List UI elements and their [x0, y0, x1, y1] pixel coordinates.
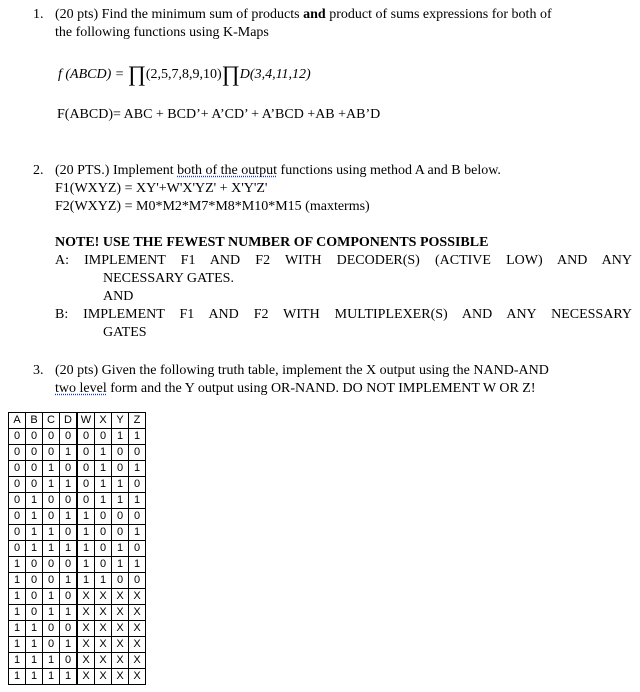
- truth-table-cell: 1: [43, 541, 60, 557]
- truth-table-cell: X: [95, 637, 112, 653]
- truth-table-cell: 0: [95, 525, 112, 541]
- q1-text-pre: (20 pts) Find the minimum sum of products: [55, 7, 304, 22]
- truth-table-cell: 1: [9, 605, 26, 621]
- truth-table-row: [9, 621, 146, 637]
- truth-table-cell: 1: [60, 573, 78, 589]
- truth-table-cell: 0: [60, 493, 78, 509]
- truth-table-header-cell: Y: [112, 413, 129, 429]
- truth-table-cell: 1: [26, 493, 43, 509]
- truth-table-cell: 1: [112, 477, 129, 493]
- truth-table-cell: 1: [26, 669, 43, 685]
- truth-table-cell: X: [95, 653, 112, 669]
- q3-number: 3.: [33, 363, 44, 378]
- truth-table-cell: 0: [60, 589, 78, 605]
- truth-table-header-cell: D: [60, 413, 78, 429]
- truth-table-row: [9, 509, 146, 525]
- truth-table-row: [9, 573, 146, 589]
- truth-table-cell: 0: [26, 477, 43, 493]
- truth-table-cell: X: [129, 653, 146, 669]
- truth-table-cell: 1: [26, 509, 43, 525]
- truth-table-cell: 1: [95, 445, 112, 461]
- q1-f-lhs: f (ABCD) =: [58, 67, 128, 82]
- q2-method-b-line1: B: IMPLEMENT F1 AND F2 WITH MULTIPLEXER(S) AND ANY NECESSARY: [55, 307, 632, 322]
- truth-table-cell: X: [129, 637, 146, 653]
- truth-table-cell: X: [112, 669, 129, 685]
- truth-table-cell: 1: [77, 525, 95, 541]
- truth-table-header-cell: X: [95, 413, 112, 429]
- truth-table-cell: 0: [95, 557, 112, 573]
- truth-table-cell: 1: [129, 493, 146, 509]
- truth-table-cell: 0: [112, 461, 129, 477]
- truth-table-cell: X: [95, 621, 112, 637]
- truth-table-cell: X: [112, 653, 129, 669]
- truth-table-cell: 0: [60, 429, 78, 445]
- q3-text-line2: [55, 380, 536, 397]
- truth-table-cell: 1: [77, 573, 95, 589]
- truth-table-cell: 1: [26, 637, 43, 653]
- q3-text-line1: (20 pts) Given the following truth table, implement the X output using the NAND-AND: [55, 363, 549, 378]
- truth-table-cell: 1: [95, 493, 112, 509]
- truth-table-cell: X: [129, 669, 146, 685]
- truth-table-cell: X: [77, 605, 95, 621]
- truth-table-cell: 1: [26, 621, 43, 637]
- truth-table-cell: 1: [112, 541, 129, 557]
- truth-table-cell: 1: [60, 669, 78, 685]
- truth-table-cell: 0: [9, 541, 26, 557]
- truth-table-row: [9, 669, 146, 685]
- truth-table-cell: 0: [43, 637, 60, 653]
- truth-table-cell: 0: [77, 493, 95, 509]
- truth-table-cell: 0: [26, 557, 43, 573]
- truth-table-cell: 0: [9, 461, 26, 477]
- truth-table-body: [9, 413, 146, 685]
- truth-table-cell: 1: [95, 573, 112, 589]
- truth-table-cell: X: [112, 605, 129, 621]
- truth-table-header-cell: W: [77, 413, 95, 429]
- truth-table-cell: 0: [43, 493, 60, 509]
- truth-table-row: [9, 541, 146, 557]
- truth-table-cell: 0: [43, 429, 60, 445]
- truth-table-cell: 0: [60, 525, 78, 541]
- truth-table-cell: X: [95, 669, 112, 685]
- truth-table-cell: 1: [112, 557, 129, 573]
- truth-table-cell: X: [112, 589, 129, 605]
- truth-table-row: [9, 445, 146, 461]
- truth-table-cell: 1: [9, 637, 26, 653]
- truth-table-header-cell: Z: [129, 413, 146, 429]
- truth-table-cell: X: [95, 589, 112, 605]
- truth-table-cell: X: [112, 637, 129, 653]
- truth-table-cell: 1: [129, 525, 146, 541]
- truth-table-cell: 0: [9, 477, 26, 493]
- q2-note: NOTE! USE THE FEWEST NUMBER OF COMPONENTS POSSIBLE: [55, 235, 489, 250]
- q1-number: 1.: [33, 7, 44, 22]
- truth-table-cell: X: [77, 621, 95, 637]
- truth-table-cell: 1: [9, 621, 26, 637]
- truth-table-cell: X: [77, 589, 95, 605]
- q2-f1: F1(WXYZ) = XY'+W'X'YZ' + X'Y'Z': [55, 181, 268, 196]
- truth-table-cell: 1: [60, 445, 78, 461]
- truth-table-header-cell: C: [43, 413, 60, 429]
- truth-table-row: [9, 493, 146, 509]
- truth-table-cell: 0: [129, 573, 146, 589]
- truth-table-cell: 1: [43, 669, 60, 685]
- truth-table-cell: 0: [60, 557, 78, 573]
- truth-table-cell: 1: [112, 429, 129, 445]
- truth-table-cell: 0: [60, 653, 78, 669]
- q3-text-post: form and the Y output using OR-NAND. DO NOT IMPLEMENT W OR Z!: [106, 381, 536, 396]
- truth-table-cell: 0: [129, 509, 146, 525]
- truth-table-cell: 1: [9, 653, 26, 669]
- q2-f2: F2(WXYZ) = M0*M2*M7*M8*M10*M15 (maxterms): [55, 199, 370, 214]
- truth-table-cell: 1: [60, 541, 78, 557]
- truth-table-cell: 1: [43, 461, 60, 477]
- truth-table-cell: 0: [26, 589, 43, 605]
- q2-method-a-line1: A: IMPLEMENT F1 AND F2 WITH DECODER(S) (ACTIVE LOW) AND ANY: [55, 253, 632, 268]
- q1-product-symbol-1: ∏: [127, 61, 146, 86]
- truth-table-cell: 1: [95, 461, 112, 477]
- truth-table: [8, 412, 146, 685]
- truth-table-cell: 0: [43, 557, 60, 573]
- q3-text-underlined: two level: [55, 381, 107, 396]
- truth-table-cell: 1: [60, 477, 78, 493]
- truth-table-cell: 0: [9, 525, 26, 541]
- truth-table-cell: 0: [95, 429, 112, 445]
- q2-number: 2.: [33, 163, 44, 178]
- truth-table-cell: 1: [77, 541, 95, 557]
- truth-table-cell: 1: [9, 573, 26, 589]
- truth-table-cell: 0: [43, 509, 60, 525]
- truth-table-cell: 1: [26, 525, 43, 541]
- truth-table-header-cell: A: [9, 413, 26, 429]
- truth-table-cell: 0: [112, 573, 129, 589]
- truth-table-cell: X: [129, 621, 146, 637]
- truth-table-cell: 1: [43, 589, 60, 605]
- truth-table-cell: 1: [60, 637, 78, 653]
- truth-table-cell: 0: [9, 445, 26, 461]
- truth-table-cell: 1: [9, 557, 26, 573]
- truth-table-cell: 0: [77, 429, 95, 445]
- truth-table-row: [9, 605, 146, 621]
- truth-table-cell: 1: [9, 669, 26, 685]
- truth-table-cell: 0: [60, 621, 78, 637]
- truth-table-cell: 0: [77, 461, 95, 477]
- truth-table-cell: 1: [112, 493, 129, 509]
- truth-table-row: [9, 525, 146, 541]
- truth-table-cell: 1: [77, 509, 95, 525]
- truth-table-cell: 0: [95, 509, 112, 525]
- q1-product-symbol-2: ∏: [221, 61, 240, 86]
- truth-table-row: [9, 589, 146, 605]
- truth-table-cell: 1: [43, 477, 60, 493]
- q1-f-dterms: D(3,4,11,12): [239, 67, 311, 82]
- q1-text-line2: the following functions using K-Maps: [55, 25, 269, 40]
- truth-table-cell: 0: [129, 477, 146, 493]
- truth-table-cell: 0: [9, 493, 26, 509]
- truth-table-cell: X: [77, 637, 95, 653]
- q2-method-a-line2: NECESSARY GATES.: [103, 271, 234, 286]
- truth-table-cell: 0: [26, 445, 43, 461]
- q2-and: AND: [103, 289, 134, 304]
- truth-table-cell: 1: [95, 477, 112, 493]
- truth-table-cell: 0: [26, 605, 43, 621]
- truth-table-cell: 0: [77, 477, 95, 493]
- q1-text-bold: and: [303, 7, 326, 22]
- truth-table-cell: 1: [43, 525, 60, 541]
- truth-table-cell: 0: [26, 429, 43, 445]
- truth-table-cell: 0: [26, 461, 43, 477]
- truth-table-cell: 0: [26, 573, 43, 589]
- truth-table-cell: 1: [26, 653, 43, 669]
- truth-table-row: [9, 557, 146, 573]
- truth-table-cell: 0: [9, 429, 26, 445]
- q1-f-terms: (2,5,7,8,9,10): [145, 67, 222, 82]
- q2-text-pre: (20 PTS.) Implement: [55, 163, 178, 178]
- truth-table-cell: X: [129, 605, 146, 621]
- truth-table-cell: X: [95, 605, 112, 621]
- truth-table-row: [9, 429, 146, 445]
- truth-table-cell: 1: [77, 557, 95, 573]
- truth-table-cell: 0: [129, 541, 146, 557]
- truth-table-row: [9, 637, 146, 653]
- truth-table-header-cell: B: [26, 413, 43, 429]
- truth-table-cell: 0: [77, 445, 95, 461]
- truth-table-cell: 0: [112, 445, 129, 461]
- truth-table-row: [9, 477, 146, 493]
- truth-table-cell: 1: [129, 429, 146, 445]
- truth-table-cell: 0: [9, 509, 26, 525]
- q2-text-line1: [55, 162, 501, 179]
- truth-table-row: [9, 653, 146, 669]
- truth-table-cell: 1: [129, 461, 146, 477]
- truth-table-cell: X: [129, 589, 146, 605]
- truth-table-cell: 0: [43, 445, 60, 461]
- truth-table-cell: 0: [112, 525, 129, 541]
- truth-table-cell: X: [77, 653, 95, 669]
- q2-text-post: functions using method A and B below.: [277, 163, 501, 178]
- q1-text-line1: [55, 6, 552, 23]
- truth-table-row: [9, 461, 146, 477]
- q1-function-F: F(ABCD)= ABC + BCD’+ A’CD’ + A’BCD +AB +AB’D: [57, 107, 381, 122]
- truth-table-cell: 1: [9, 589, 26, 605]
- q2-text-underlined: both of the output: [177, 163, 278, 178]
- truth-table-cell: 1: [129, 557, 146, 573]
- q1-text-post: product of sums expressions for both of: [325, 7, 552, 22]
- truth-table-cell: 0: [43, 621, 60, 637]
- truth-table-cell: 0: [60, 461, 78, 477]
- q1-function-f: [58, 61, 311, 86]
- truth-table-cell: 1: [60, 509, 78, 525]
- truth-table-header-row: [9, 413, 146, 429]
- q2-method-b-line2: GATES: [103, 325, 147, 340]
- truth-table-cell: 0: [129, 445, 146, 461]
- truth-table-cell: X: [77, 669, 95, 685]
- truth-table-cell: 1: [43, 653, 60, 669]
- truth-table-cell: 0: [43, 573, 60, 589]
- truth-table-cell: X: [112, 621, 129, 637]
- truth-table-cell: 1: [43, 605, 60, 621]
- truth-table-cell: 1: [60, 605, 78, 621]
- truth-table-cell: 0: [95, 541, 112, 557]
- truth-table-cell: 0: [112, 509, 129, 525]
- truth-table-cell: 1: [26, 541, 43, 557]
